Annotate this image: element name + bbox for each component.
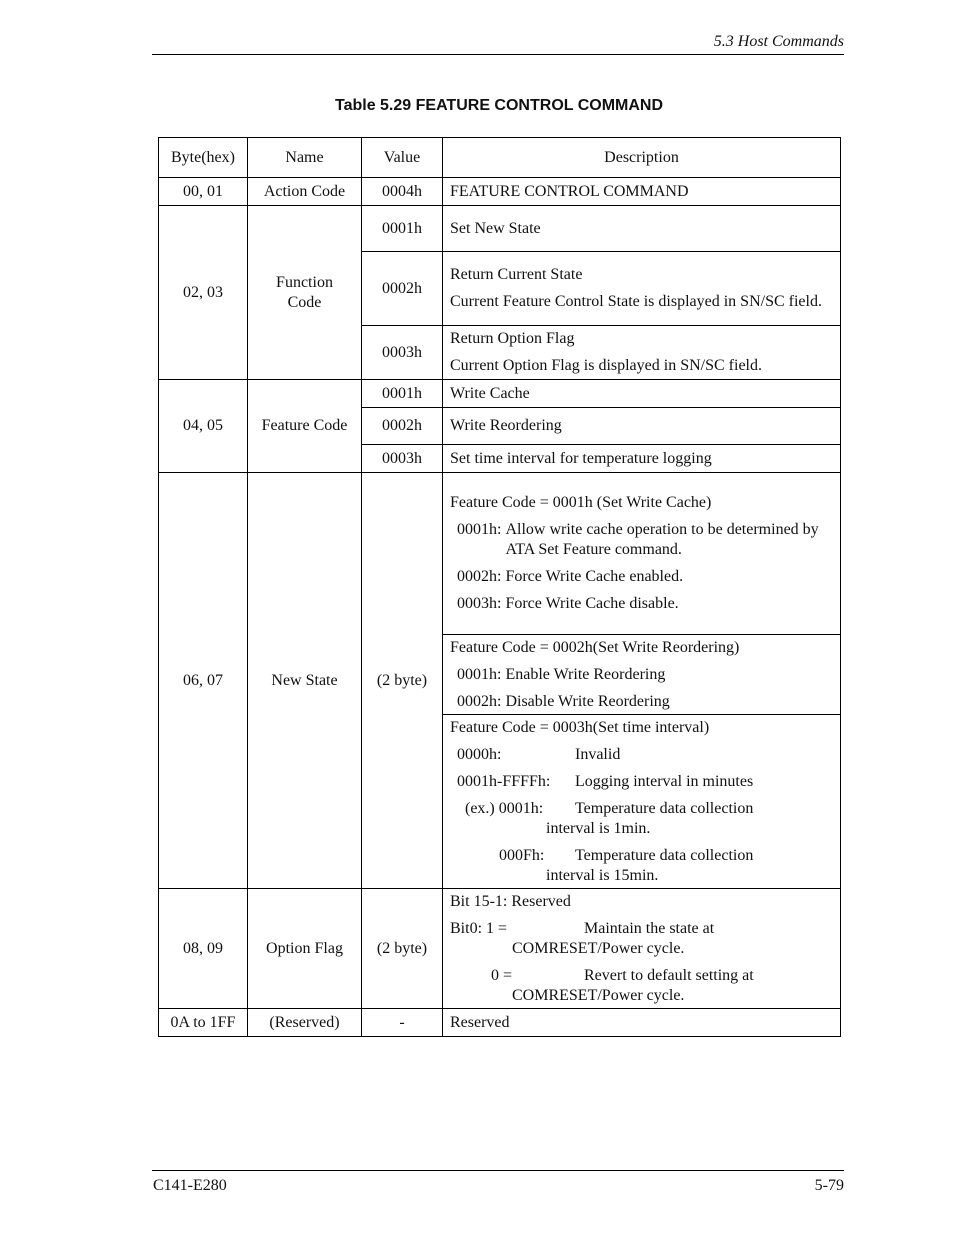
item-value: Temperature data collection	[575, 799, 754, 817]
header-byte: Byte(hex)	[159, 138, 248, 178]
description-cell: Reserved	[443, 1009, 841, 1037]
description-cell	[443, 635, 841, 715]
description-cell	[443, 326, 841, 380]
value-cell: 0001h	[362, 380, 443, 408]
value-cell: (2 byte)	[362, 889, 443, 1009]
page-number: 5-79	[814, 1177, 844, 1194]
value-cell: 0004h	[362, 178, 443, 206]
item-key: 000Fh:	[499, 846, 545, 864]
value-cell: 0002h	[362, 252, 443, 326]
desc-item	[450, 594, 833, 614]
description-cell: FEATURE CONTROL COMMAND	[443, 178, 841, 206]
feature-control-table	[158, 137, 841, 1037]
page-footer	[152, 1170, 844, 1202]
byte-cell: 06, 07	[159, 473, 248, 889]
section-title: 5.3 Host Commands	[713, 33, 844, 50]
item-continuation: COMRESET/Power cycle.	[512, 939, 685, 957]
item-value: Force Write Cache enabled.	[505, 568, 684, 585]
byte-cell: 0A to 1FF	[159, 1009, 248, 1037]
description-cell	[443, 473, 841, 635]
description-cell: Set time interval for temperature logging	[443, 445, 841, 473]
item-value: Temperature data collection	[575, 846, 754, 864]
desc-item	[450, 772, 833, 792]
item-continuation: COMRESET/Power cycle.	[512, 986, 685, 1004]
value-cell: 0003h	[362, 445, 443, 473]
desc-item	[450, 966, 833, 986]
desc-line: Current Option Flag is displayed in SN/SC field.	[450, 357, 762, 374]
byte-cell: 08, 09	[159, 889, 248, 1009]
description-cell	[443, 715, 841, 889]
value-cell: 0001h	[362, 206, 443, 252]
header-name: Name	[248, 138, 362, 178]
byte-cell: 00, 01	[159, 178, 248, 206]
table-header-row	[159, 138, 841, 178]
header-value: Value	[362, 138, 443, 178]
item-key: (ex.) 0001h:	[465, 799, 544, 817]
desc-line: Feature Code = 0003h(Set time interval)	[450, 718, 710, 736]
value-cell: 0003h	[362, 326, 443, 380]
item-value: Allow write cache operation to be determined by ATA Set Feature command.	[505, 521, 819, 558]
name-cell: Option Flag	[248, 889, 362, 1009]
desc-item	[450, 520, 833, 560]
value-cell: (2 byte)	[362, 473, 443, 889]
item-value: Maintain the state at	[584, 919, 715, 937]
desc-line: Return Option Flag	[450, 330, 575, 347]
desc-line: Feature Code = 0002h(Set Write Reordering)	[450, 638, 740, 656]
name-line: Code	[287, 293, 322, 311]
item-key: 0000h:	[457, 745, 502, 763]
name-cell: (Reserved)	[248, 1009, 362, 1037]
item-key: 0002h:	[457, 692, 502, 710]
description-cell: Write Cache	[443, 380, 841, 408]
name-cell: New State	[248, 473, 362, 889]
item-key: Bit0: 1 =	[450, 919, 508, 937]
item-key: 0002h:	[457, 568, 502, 585]
item-continuation: interval is 1min.	[546, 819, 651, 837]
item-key: 0001h-FFFFh:	[457, 772, 551, 790]
desc-line: Current Feature Control State is displayed in SN/SC field.	[450, 293, 822, 310]
item-value: Force Write Cache disable.	[505, 595, 679, 612]
name-line: Function	[276, 273, 333, 291]
description-cell: Write Reordering	[443, 408, 841, 445]
item-key: 0003h:	[457, 595, 502, 612]
table-row-feature-code	[159, 380, 841, 408]
item-value: Logging interval in minutes	[575, 772, 754, 790]
table-row-option-flag	[159, 889, 841, 1009]
desc-item	[450, 846, 833, 866]
desc-line: Return Current State	[450, 266, 583, 283]
byte-cell: 02, 03	[159, 206, 248, 380]
item-continuation: interval is 15min.	[546, 866, 659, 884]
header-description: Description	[443, 138, 841, 178]
name-cell: Feature Code	[248, 380, 362, 473]
desc-line: Feature Code = 0001h (Set Write Cache)	[450, 494, 712, 511]
value-cell: -	[362, 1009, 443, 1037]
description-cell	[443, 889, 841, 1009]
table-row-new-state	[159, 473, 841, 635]
table-row-action-code	[159, 178, 841, 206]
table-title: Table 5.29 FEATURE CONTROL COMMAND	[334, 97, 664, 114]
item-value: Revert to default setting at	[584, 966, 754, 984]
item-key: 0001h:	[457, 521, 502, 538]
item-key: 0 =	[491, 966, 513, 984]
desc-item	[450, 692, 833, 712]
description-cell: Set New State	[443, 206, 841, 252]
desc-item	[450, 799, 833, 819]
item-value: Disable Write Reordering	[505, 692, 670, 710]
name-cell	[248, 206, 362, 380]
description-cell	[443, 252, 841, 326]
byte-cell: 04, 05	[159, 380, 248, 473]
desc-item	[450, 567, 833, 587]
item-value: Enable Write Reordering	[505, 665, 666, 683]
item-value: Invalid	[575, 745, 621, 763]
table-row-function-code	[159, 206, 841, 252]
name-cell: Action Code	[248, 178, 362, 206]
document-id: C141-E280	[153, 1177, 227, 1194]
desc-item	[450, 745, 833, 765]
desc-line: Bit 15-1: Reserved	[450, 892, 571, 910]
running-header	[152, 32, 844, 55]
desc-item	[450, 665, 833, 685]
item-key: 0001h:	[457, 665, 502, 683]
desc-item	[450, 919, 833, 939]
value-cell: 0002h	[362, 408, 443, 445]
table-row-reserved	[159, 1009, 841, 1037]
